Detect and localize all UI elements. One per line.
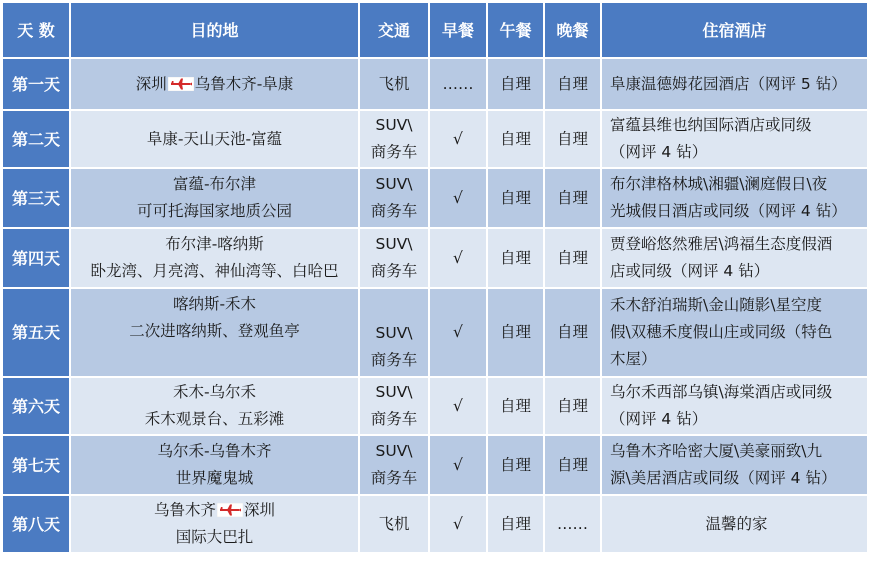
destination-cell bbox=[70, 110, 359, 168]
transport-line: SUV\ bbox=[375, 324, 413, 342]
hotel-line: （网评 4 钻） bbox=[610, 410, 708, 428]
hotel-line: 贾登峪悠然雅居\鸿福生态度假酒 bbox=[610, 235, 833, 253]
hotel-line: 乌鲁木齐哈密大厦\美豪丽致\九 bbox=[610, 442, 822, 460]
day-cell: 第五天 bbox=[2, 288, 70, 377]
destination-origin: 深圳 bbox=[135, 74, 167, 93]
header-lunch: 午餐 bbox=[487, 2, 544, 58]
lunch-cell: 自理 bbox=[487, 377, 544, 435]
transport-cell bbox=[359, 110, 429, 168]
hotel-line: 阜康温德姆花园酒店（网评 5 钻） bbox=[610, 74, 847, 93]
transport-line: 商务车 bbox=[370, 143, 418, 161]
hotel-line: 禾木舒泊瑞斯\金山随影\星空度 bbox=[610, 296, 822, 314]
destination-cell bbox=[70, 58, 359, 110]
breakfast-cell: √ bbox=[429, 288, 487, 377]
lunch-cell: 自理 bbox=[487, 435, 544, 495]
destination-cell bbox=[70, 495, 359, 553]
transport-cell: 飞机 bbox=[359, 58, 429, 110]
transport-line: SUV\ bbox=[375, 383, 413, 401]
destination-cell bbox=[70, 228, 359, 288]
breakfast-cell: √ bbox=[429, 377, 487, 435]
header-row bbox=[2, 2, 868, 58]
hotel-line: 源\美居酒店或同级（网评 4 钻） bbox=[610, 469, 837, 487]
transport-line: SUV\ bbox=[375, 116, 413, 134]
transport-line: SUV\ bbox=[375, 442, 413, 460]
transport-line: SUV\ bbox=[375, 235, 413, 253]
transport-cell bbox=[359, 435, 429, 495]
destination-cell bbox=[70, 435, 359, 495]
dinner-cell: 自理 bbox=[544, 435, 601, 495]
destination-line: 布尔津-喀纳斯 bbox=[165, 235, 264, 253]
header-dinner: 晚餐 bbox=[544, 2, 601, 58]
table-row bbox=[2, 435, 868, 495]
transport-line: 商务车 bbox=[370, 410, 418, 428]
transport-line: 商务车 bbox=[370, 262, 418, 280]
lunch-cell: 自理 bbox=[487, 495, 544, 553]
day-cell: 第七天 bbox=[2, 435, 70, 495]
destination-line: 富蕴-布尔津 bbox=[172, 175, 257, 193]
destination-cell bbox=[70, 377, 359, 435]
destination-line: 国际大巴扎 bbox=[175, 528, 254, 546]
plane-icon bbox=[217, 503, 243, 517]
dinner-cell: 自理 bbox=[544, 377, 601, 435]
lunch-cell: 自理 bbox=[487, 228, 544, 288]
header-destination: 目的地 bbox=[70, 2, 359, 58]
table-row bbox=[2, 288, 868, 377]
transport-cell bbox=[359, 288, 429, 377]
dinner-cell: 自理 bbox=[544, 228, 601, 288]
hotel-line: 富蕴县维也纳国际酒店或同级 bbox=[610, 116, 812, 134]
breakfast-cell: √ bbox=[429, 495, 487, 553]
hotel-cell bbox=[601, 435, 868, 495]
hotel-line: 店或同级（网评 4 钻） bbox=[610, 262, 770, 280]
table-row bbox=[2, 228, 868, 288]
header-transport: 交通 bbox=[359, 2, 429, 58]
destination-line: 卧龙湾、月亮湾、神仙湾等、白哈巴 bbox=[90, 262, 339, 280]
destination-cell bbox=[70, 288, 359, 377]
dinner-cell: 自理 bbox=[544, 58, 601, 110]
destination-line: 世界魔鬼城 bbox=[175, 469, 254, 487]
transport-cell bbox=[359, 377, 429, 435]
hotel-line: 木屋） bbox=[610, 350, 657, 368]
table-row bbox=[2, 495, 868, 553]
destination-cell bbox=[70, 168, 359, 228]
destination-line: 可可托海国家地质公园 bbox=[136, 202, 292, 220]
itinerary-table bbox=[1, 1, 869, 554]
hotel-line: 温馨的家 bbox=[705, 514, 768, 533]
transport-cell: 飞机 bbox=[359, 495, 429, 553]
transport-line: 商务车 bbox=[370, 351, 418, 369]
transport-line: 商务车 bbox=[370, 202, 418, 220]
dinner-cell: 自理 bbox=[544, 168, 601, 228]
table-row bbox=[2, 58, 868, 110]
dinner-cell: 自理 bbox=[544, 110, 601, 168]
header-day: 天 数 bbox=[2, 2, 70, 58]
destination-line bbox=[71, 497, 358, 524]
header-hotel: 住宿酒店 bbox=[601, 2, 868, 58]
destination-line: 二次进喀纳斯、登观鱼亭 bbox=[129, 322, 300, 340]
destination-target: 乌鲁木齐-阜康 bbox=[194, 74, 294, 93]
lunch-cell: 自理 bbox=[487, 58, 544, 110]
table-row bbox=[2, 110, 868, 168]
hotel-line: （网评 4 钻） bbox=[610, 143, 708, 161]
hotel-cell bbox=[601, 228, 868, 288]
transport-line: 商务车 bbox=[370, 469, 418, 487]
breakfast-cell: √ bbox=[429, 168, 487, 228]
day-cell: 第六天 bbox=[2, 377, 70, 435]
lunch-cell: 自理 bbox=[487, 110, 544, 168]
day-cell: 第一天 bbox=[2, 58, 70, 110]
day-cell: 第二天 bbox=[2, 110, 70, 168]
transport-line: SUV\ bbox=[375, 175, 413, 193]
transport-cell bbox=[359, 228, 429, 288]
hotel-cell bbox=[601, 168, 868, 228]
hotel-cell bbox=[601, 377, 868, 435]
hotel-cell bbox=[601, 495, 868, 553]
breakfast-cell: √ bbox=[429, 110, 487, 168]
lunch-cell: 自理 bbox=[487, 288, 544, 377]
plane-icon bbox=[168, 77, 194, 91]
dinner-cell: 自理 bbox=[544, 288, 601, 377]
hotel-line: 乌尔禾西部乌镇\海棠酒店或同级 bbox=[610, 383, 833, 401]
hotel-line: 光城假日酒店或同级（网评 4 钻） bbox=[610, 202, 847, 220]
day-cell: 第四天 bbox=[2, 228, 70, 288]
hotel-cell bbox=[601, 110, 868, 168]
table-row bbox=[2, 168, 868, 228]
destination-line: 阜康-天山天池-富蕴 bbox=[146, 129, 283, 148]
destination-line: 乌尔禾-乌鲁木齐 bbox=[157, 442, 272, 460]
hotel-line: 假\双穗禾度假山庄或同级（特色 bbox=[610, 323, 833, 341]
day-cell: 第三天 bbox=[2, 168, 70, 228]
destination-line: 喀纳斯-禾木 bbox=[172, 295, 257, 313]
hotel-cell bbox=[601, 58, 868, 110]
header-breakfast: 早餐 bbox=[429, 2, 487, 58]
destination-origin: 乌鲁木齐 bbox=[153, 501, 216, 519]
destination-target: 深圳 bbox=[244, 501, 276, 519]
hotel-line: 布尔津格林城\湘疆\澜庭假日\夜 bbox=[610, 175, 828, 193]
dinner-cell: …… bbox=[544, 495, 601, 553]
lunch-cell: 自理 bbox=[487, 168, 544, 228]
destination-line: 禾木观景台、五彩滩 bbox=[144, 410, 285, 428]
hotel-cell bbox=[601, 288, 868, 377]
itinerary-table-wrapper bbox=[1, 1, 869, 554]
breakfast-cell: √ bbox=[429, 228, 487, 288]
transport-cell bbox=[359, 168, 429, 228]
breakfast-cell: √ bbox=[429, 435, 487, 495]
breakfast-cell: …… bbox=[429, 58, 487, 110]
table-row bbox=[2, 377, 868, 435]
destination-line: 禾木-乌尔禾 bbox=[172, 383, 257, 401]
day-cell: 第八天 bbox=[2, 495, 70, 553]
